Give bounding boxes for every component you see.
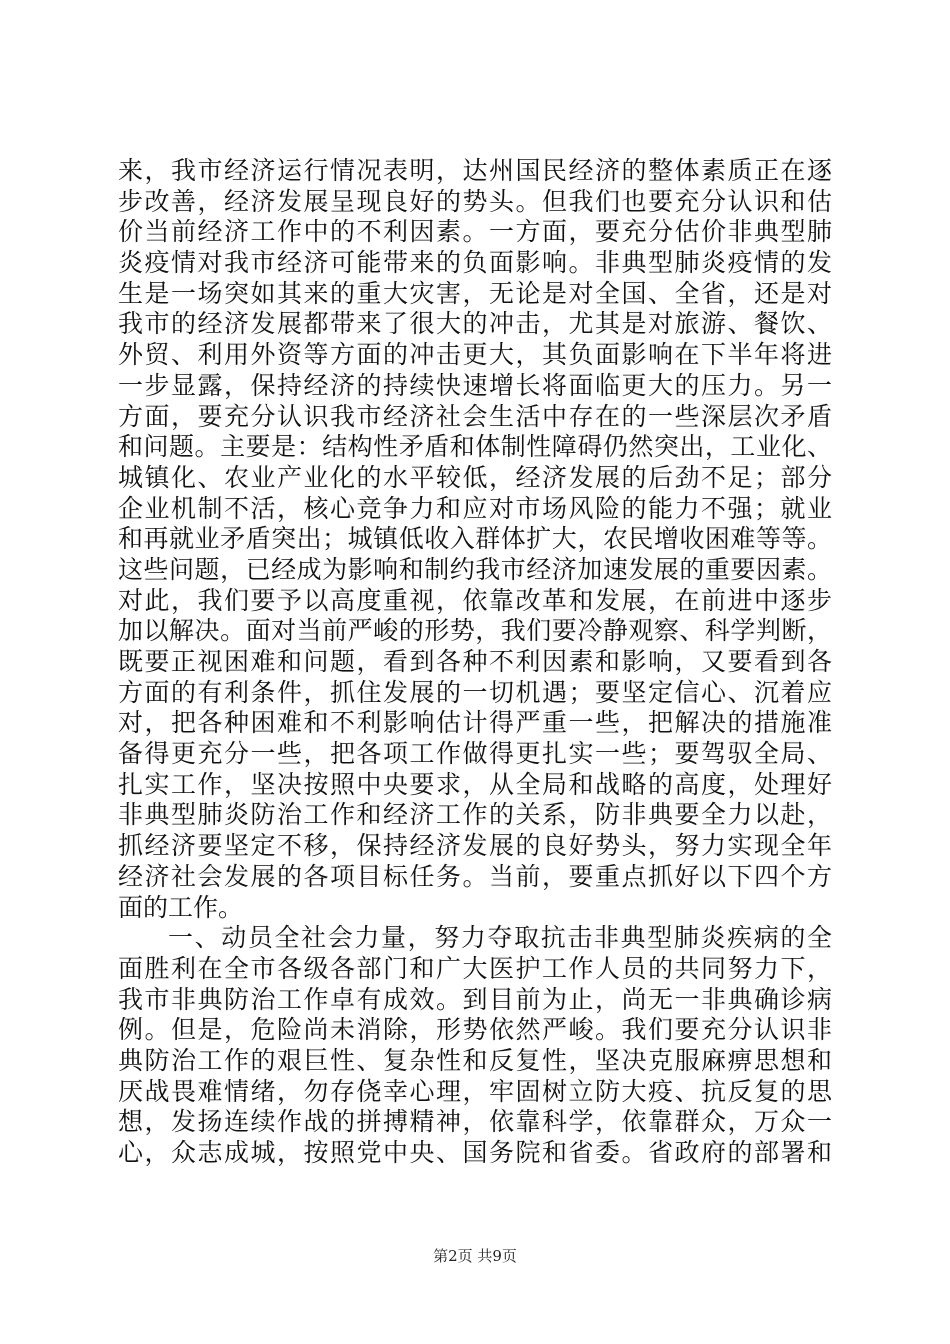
text-line: 既要正视困难和问题，看到各种不利因素和影响，又要看到各 [118, 647, 832, 676]
text-line: 这些问题，已经成为影响和制约我市经济加速发展的重要因素。 [118, 554, 832, 584]
page-number-label: 第2页 共9页 [433, 1247, 517, 1265]
text-line: 炎疫情对我市经济可能带来的负面影响。非典型肺炎疫情的发 [118, 248, 832, 278]
text-line: 价当前经济工作中的不利因素。一方面，要充分估价非典型肺 [118, 217, 832, 247]
text-line: 想，发扬连续作战的拼搏精神，依靠科学，依靠群众，万众一 [118, 1107, 832, 1137]
text-line: 和再就业矛盾突出；城镇低收入群体扩大，农民增收困难等等。 [118, 524, 832, 554]
text-line: 例。但是，危险尚未消除，形势依然严峻。我们要充分认识非 [118, 1015, 832, 1045]
text-line: 步改善，经济发展呈现良好的势头。但我们也要充分认识和估 [118, 186, 832, 216]
text-line: 一步显露，保持经济的持续快速增长将面临更大的压力。另一 [118, 370, 832, 400]
text-line: 扎实工作，坚决按照中央要求，从全局和战略的高度，处理好 [118, 769, 832, 799]
text-line: 厌战畏难情绪，勿存侥幸心理，牢固树立防大疫、抗反复的思 [118, 1076, 832, 1106]
text-line: 对此，我们要予以高度重视，依靠改革和发展，在前进中逐步 [118, 585, 832, 615]
text-line: 方面，要充分认识我市经济社会生活中存在的一些深层次矛盾 [118, 401, 832, 431]
text-line: 我市的经济发展都带来了很大的冲击，尤其是对旅游、餐饮、 [118, 309, 832, 339]
text-line: 心，众志成城，按照党中央、国务院和省委。省政府的部署和 [118, 1138, 832, 1167]
text-line: 对，把各种困难和不利影响估计得严重一些，把解决的措施准 [118, 708, 832, 738]
text-line: 我市非典防治工作卓有成效。到目前为止，尚无一非典确诊病 [118, 984, 832, 1014]
page-footer [0, 1245, 950, 1266]
text-line: 加以解决。面对当前严峻的形势，我们要冷静观察、科学判断， [118, 616, 832, 646]
text-line: 和问题。主要是：结构性矛盾和体制性障碍仍然突出，工业化、 [118, 432, 832, 462]
text-line: 备得更充分一些，把各项工作做得更扎实一些；要驾驭全局、 [118, 739, 832, 769]
body-text [118, 156, 832, 1169]
text-line: 城镇化、农业产业化的水平较低，经济发展的后劲不足；部分 [118, 462, 832, 492]
text-line: 生是一场突如其来的重大灾害，无论是对全国、全省，还是对 [118, 278, 832, 308]
text-line: 经济社会发展的各项目标任务。当前，要重点抓好以下四个方 [118, 861, 832, 891]
text-line: 外贸、利用外资等方面的冲击更大，其负面影响在下半年将进 [118, 340, 832, 370]
text-line: 企业机制不活，核心竞争力和应对市场风险的能力不强；就业 [118, 493, 832, 523]
text-line: 非典型肺炎防治工作和经济工作的关系，防非典要全力以赴， [118, 800, 832, 830]
text-line: 典防治工作的艰巨性、复杂性和反复性，坚决克服麻痹思想和 [118, 1045, 832, 1075]
text-line: 来，我市经济运行情况表明，达州国民经济的整体素质正在逐 [118, 156, 832, 185]
text-line: 抓经济要坚定不移，保持经济发展的良好势头，努力实现全年 [118, 831, 832, 861]
text-line: 方面的有利条件，抓住发展的一切机遇；要坚定信心、沉着应 [118, 677, 832, 707]
section-heading-line: 一、动员全社会力量，努力夺取抗击非典型肺炎疾病的全 [168, 923, 832, 953]
text-line: 面胜利在全市各级各部门和广大医护工作人员的共同努力下， [118, 953, 832, 983]
text-line: 面的工作。 [118, 892, 244, 922]
